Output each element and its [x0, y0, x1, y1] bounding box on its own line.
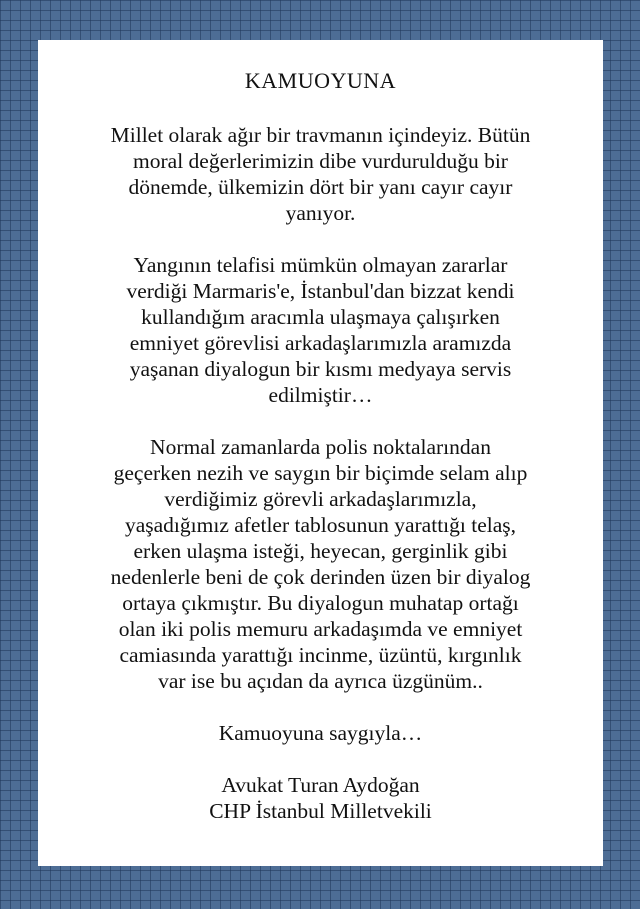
letter-title: KAMUOYUNA [244, 68, 397, 93]
paragraph-line: erken ulaşma isteği, heyecan, gerginlik gibi [133, 539, 508, 563]
closing-line: Kamuoyuna saygıyla… [218, 721, 423, 745]
paragraph-line: camiasında yarattığı incinme, üzüntü, kırgınlık [119, 643, 522, 667]
paragraph-1 [38, 122, 603, 226]
paragraph-line: Yangının telafisi mümkün olmayan zararlar [133, 253, 508, 277]
paragraph-line: var ise bu açıdan da ayrıca üzgünüm.. [158, 669, 483, 693]
paragraph-line: yaşanan diyalogun bir kısmı medyaya servis [129, 357, 512, 381]
letter-page [38, 40, 603, 866]
paragraph-line: verdiğimiz görevli arkadaşlarımızla, [164, 487, 477, 511]
paragraph-line: edilmiştir… [268, 383, 373, 407]
paragraph-line: verdiği Marmaris'e, İstanbul'dan bizzat kendi [126, 279, 515, 303]
paragraph-line: yanıyor. [285, 201, 356, 225]
paragraph-2 [38, 252, 603, 408]
paragraph-line: olan iki polis memuru arkadaşımda ve emniyet [118, 617, 523, 641]
paragraph-line: moral değerlerimizin dibe vurdurulduğu bir [133, 149, 508, 173]
paragraph-line: nedenlerle beni de çok derinden üzen bir diyalog [110, 565, 531, 589]
paragraph-3 [38, 434, 603, 694]
paragraph-line: ortaya çıkmıştır. Bu diyalogun muhatap ortağı [122, 591, 519, 615]
paragraph-line: Millet olarak ağır bir travmanın içindeyiz. Bütün [110, 123, 531, 147]
paragraph-line: dönemde, ülkemizin dört bir yanı cayır cayır [128, 175, 513, 199]
paragraph-line: geçerken nezih ve saygın bir biçimde selam alıp [113, 461, 528, 485]
signature-name: Avukat Turan Aydoğan [221, 773, 420, 797]
paragraph-line: emniyet görevlisi arkadaşlarımızla aramızda [129, 331, 512, 355]
paragraph-line: kullandığım aracımla ulaşmaya çalışırken [141, 305, 500, 329]
paragraph-line: yaşadığımız afetler tablosunun yarattığı telaş, [124, 513, 517, 537]
signature-role: CHP İstanbul Milletvekili [209, 799, 432, 823]
paragraph-line: Normal zamanlarda polis noktalarından [150, 435, 491, 459]
signature-block [38, 772, 603, 824]
